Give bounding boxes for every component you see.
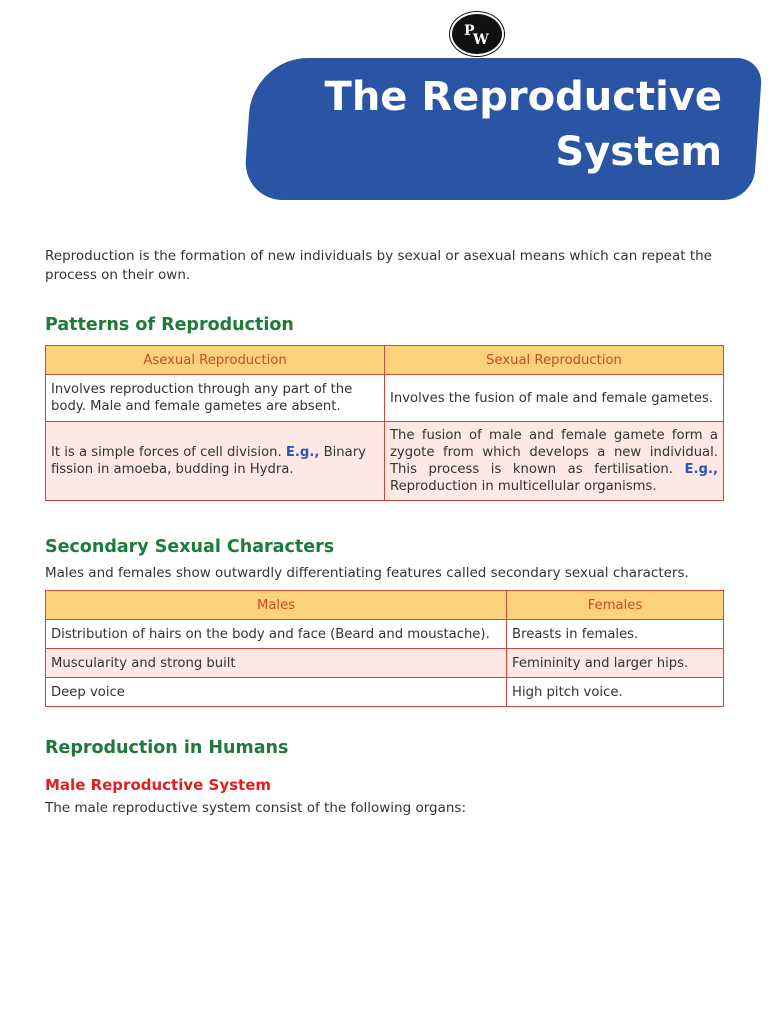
patterns-table — [45, 345, 724, 501]
header-females: Females — [507, 591, 724, 620]
asexual-tail: Binary fission in amoeba, budding in Hydra. — [51, 445, 366, 477]
header-sexual: Sexual Reproduction — [385, 346, 724, 375]
females-cell-3: High pitch voice. — [507, 678, 724, 707]
table-header-row — [46, 591, 724, 620]
males-cell-3: Deep voice — [46, 678, 507, 707]
patterns-heading: Patterns of Reproduction — [45, 315, 294, 335]
males-cell-1: Distribution of hairs on the body and face (Beard and moustache). — [46, 620, 507, 649]
secondary-subtitle: Males and females show outwardly differentiating features called secondary sexual characters. — [45, 565, 689, 581]
svg-text:P: P — [464, 23, 475, 39]
header-asexual: Asexual Reproduction — [46, 346, 385, 375]
intro-paragraph: Reproduction is the formation of new individuals by sexual or asexual means which can repeat the process on their own. — [45, 248, 712, 283]
asexual-cell-1: Involves reproduction through any part of the body. Male and female gametes are absent. — [46, 375, 385, 422]
asexual-eg: E.g., — [285, 445, 320, 460]
sexual-cell-1: Involves the fusion of male and female gametes. — [385, 375, 724, 422]
male-system-text: The male reproductive system consist of the following organs: — [45, 800, 467, 816]
title-line-1: The Reproductive — [324, 74, 722, 120]
page-title — [325, 70, 722, 180]
males-cell-2: Muscularity and strong built — [46, 649, 507, 678]
table-row — [46, 678, 724, 707]
sexual-text: The fusion of male and female gamete form a zygote from which develops a new individual. This process is known as fertilisation. — [390, 428, 718, 477]
sexual-cell-2 — [385, 422, 724, 501]
pw-logo — [450, 12, 504, 56]
male-system-heading: Male Reproductive System — [45, 776, 272, 794]
asexual-text: It is a simple forces of cell division. — [51, 445, 286, 460]
table-row — [46, 375, 724, 422]
title-line-2: System — [555, 129, 722, 175]
secondary-heading: Secondary Sexual Characters — [45, 537, 335, 557]
secondary-table — [45, 590, 724, 707]
sexual-eg: E.g., — [684, 462, 718, 477]
table-header-row — [46, 346, 724, 375]
header-males: Males — [46, 591, 507, 620]
asexual-cell-2 — [46, 422, 385, 501]
table-row — [46, 649, 724, 678]
females-cell-2: Femininity and larger hips. — [507, 649, 724, 678]
humans-heading: Reproduction in Humans — [45, 738, 289, 758]
females-cell-1: Breasts in females. — [507, 620, 724, 649]
table-row — [46, 422, 724, 501]
svg-text:W: W — [473, 32, 489, 48]
pw-logo-icon — [458, 19, 496, 49]
sexual-tail: Reproduction in multicellular organisms. — [390, 479, 657, 494]
table-row — [46, 620, 724, 649]
